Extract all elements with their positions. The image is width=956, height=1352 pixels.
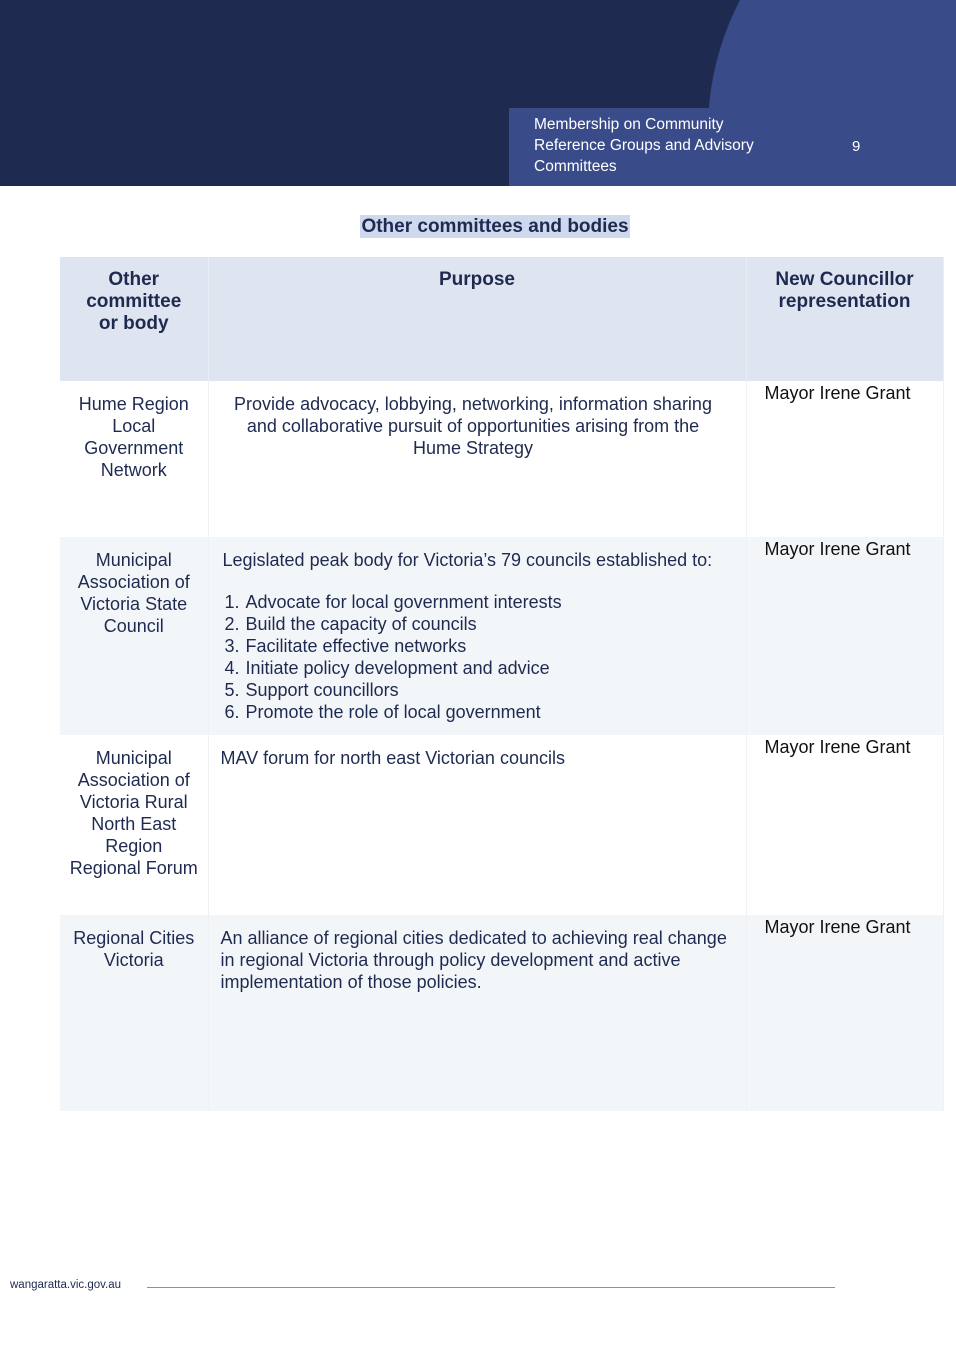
cell-representation: Mayor Irene Grant: [746, 537, 943, 735]
cell-representation: Mayor Irene Grant: [746, 735, 943, 915]
table-row: [60, 915, 943, 1111]
cell-representation: Mayor Irene Grant: [746, 381, 943, 537]
cell-purpose: [208, 537, 746, 735]
cell-purpose: MAV forum for north east Victorian councils: [208, 735, 746, 915]
table-row: [60, 735, 943, 915]
purpose-list: [223, 591, 746, 723]
page-header: [0, 0, 956, 186]
committees-table: [60, 257, 944, 1111]
header-representation: New Councillor representation: [746, 257, 943, 381]
footer-website-url: wangaratta.vic.gov.au: [10, 1279, 122, 1291]
list-item: 3. Facilitate effective networks: [245, 635, 746, 657]
cell-purpose: Provide advocacy, lobbying, networking, information sharing and collaborative pursuit of opportunities arising from the Hume Strategy: [208, 381, 746, 537]
list-item: 2. Build the capacity of councils: [245, 613, 746, 635]
list-item: 1. Advocate for local government interests: [245, 591, 746, 613]
section-title-wrap: [0, 216, 956, 238]
section-title: Other committees and bodies: [361, 216, 629, 237]
cell-body: Municipal Association of Victoria Rural North East Region Regional Forum: [60, 735, 208, 915]
cell-body: Regional Cities Victoria: [60, 915, 208, 1111]
cell-purpose: An alliance of regional cities dedicated to achieving real change in regional Victoria through policy development and active implementation of those policies.: [208, 915, 746, 1111]
footer-divider: [147, 1287, 835, 1288]
table-row: [60, 537, 943, 735]
page-number: 9: [852, 138, 861, 155]
header-body: Other committee or body: [60, 257, 208, 381]
table-header-row: [60, 257, 943, 381]
purpose-intro: Legislated peak body for Victoria’s 79 councils established to:: [222, 550, 713, 570]
list-item: 4. Initiate policy development and advice: [245, 657, 746, 679]
cell-representation: Mayor Irene Grant: [746, 915, 943, 1111]
cell-body: Municipal Association of Victoria State Council: [60, 537, 208, 735]
cell-body: Hume Region Local Government Network: [60, 381, 208, 537]
document-title: Membership on Community Reference Groups and Advisory Committees: [534, 116, 754, 175]
list-item: 5. Support councillors: [245, 679, 746, 701]
header-purpose: Purpose: [208, 257, 746, 381]
list-item: 6. Promote the role of local government: [245, 701, 746, 723]
table-row: [60, 381, 943, 537]
